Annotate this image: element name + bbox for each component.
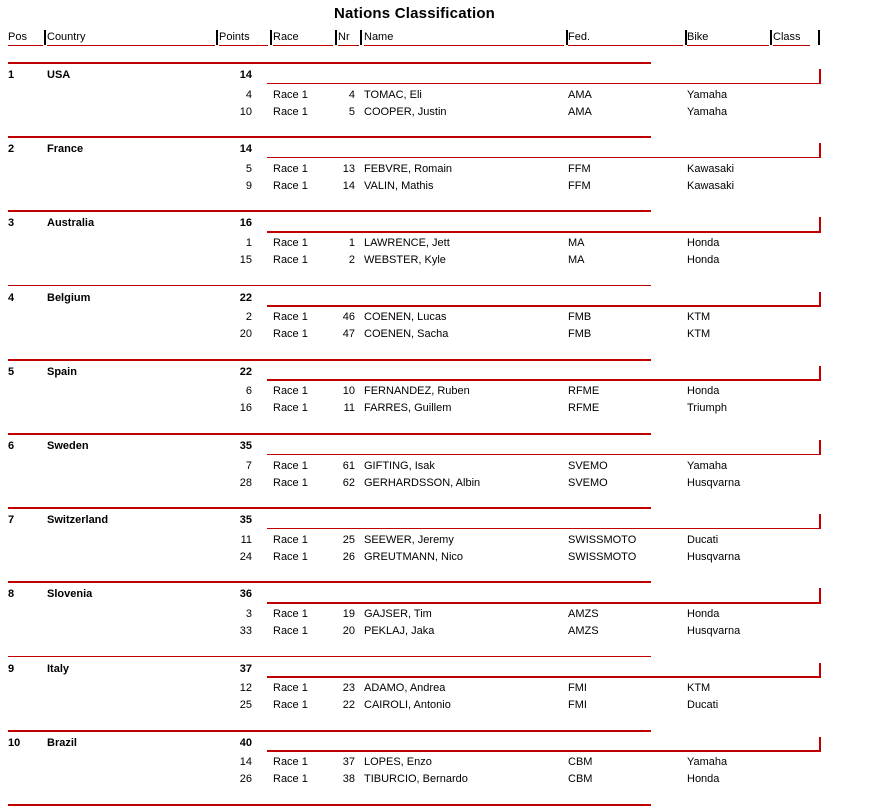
- nation-group: [8, 656, 821, 730]
- header-underline: [338, 45, 359, 47]
- rider-result: 7: [245, 459, 252, 472]
- rider-result: 4: [245, 88, 252, 101]
- nation-points: 37: [239, 662, 252, 675]
- group-header-underline-tick: [819, 663, 821, 678]
- rider-result: 26: [239, 773, 252, 786]
- rider-name: FARRES, Guillem: [364, 402, 452, 415]
- rider-number: 5: [348, 105, 355, 118]
- group-header-underline-tick: [819, 588, 821, 603]
- rider-result: 16: [239, 402, 252, 415]
- group-header-underline: [267, 157, 821, 159]
- rider-result: 12: [239, 682, 252, 695]
- nation-group: [8, 507, 821, 581]
- rider-name: COENEN, Lucas: [364, 311, 447, 324]
- race-label: Race 1: [273, 533, 308, 546]
- header-underline: [8, 45, 43, 47]
- bike-brand: Kawasaki: [687, 179, 735, 192]
- group-header-underline-tick: [819, 217, 821, 232]
- column-boundary-tick: [44, 30, 46, 45]
- rider-name: GAJSER, Tim: [364, 607, 432, 620]
- rider-row: [8, 328, 821, 341]
- federation: SVEMO: [568, 459, 608, 472]
- group-header-underline: [267, 83, 821, 85]
- rider-row: [8, 682, 821, 695]
- rider-result: 28: [239, 476, 252, 489]
- bike-brand: Honda: [687, 385, 720, 398]
- column-header-class: Class: [773, 31, 801, 43]
- nation-points: 14: [239, 69, 252, 81]
- bike-brand: Honda: [687, 236, 720, 249]
- group-separator-line: [8, 656, 651, 658]
- column-header-fed: Fed.: [568, 31, 591, 43]
- rider-name: PEKLAJ, Jaka: [364, 624, 435, 637]
- nation-name: Switzerland: [47, 514, 109, 527]
- rider-number: 61: [342, 459, 355, 472]
- rider-name: VALIN, Mathis: [364, 179, 434, 192]
- federation: FMI: [568, 699, 587, 712]
- group-header-underline: [267, 750, 821, 752]
- rider-number: 19: [342, 607, 355, 620]
- federation: SVEMO: [568, 476, 608, 489]
- rider-name: COENEN, Sacha: [364, 328, 449, 341]
- bike-brand: Honda: [687, 773, 720, 786]
- rider-row: [8, 756, 821, 769]
- bike-brand: Triumph: [687, 402, 727, 415]
- rider-name: LAWRENCE, Jett: [364, 236, 450, 249]
- nation-position: 3: [8, 217, 15, 230]
- group-separator-line: [8, 581, 651, 583]
- header-underline: [219, 45, 268, 47]
- bike-brand: KTM: [687, 328, 711, 341]
- column-boundary-tick: [566, 30, 568, 45]
- rider-result: 15: [239, 253, 252, 266]
- rider-result: 5: [245, 162, 252, 175]
- rider-result: 1: [245, 236, 252, 249]
- bike-brand: Yamaha: [687, 459, 728, 472]
- group-header-underline-tick: [819, 69, 821, 84]
- race-label: Race 1: [273, 773, 308, 786]
- bike-brand: Husqvarna: [687, 476, 741, 489]
- rider-number: 25: [342, 533, 355, 546]
- federation: AMA: [568, 105, 592, 118]
- bike-brand: KTM: [687, 682, 711, 695]
- rider-number: 14: [342, 179, 355, 192]
- rider-number: 62: [342, 476, 355, 489]
- federation: RFME: [568, 385, 600, 398]
- race-label: Race 1: [273, 699, 308, 712]
- race-label: Race 1: [273, 88, 308, 101]
- column-boundary-tick: [360, 30, 362, 45]
- group-separator-line: [8, 285, 651, 287]
- nation-group: [8, 730, 821, 804]
- rider-row: [8, 551, 821, 564]
- group-header-underline-tick: [819, 514, 821, 529]
- header-underline: [273, 45, 333, 47]
- nation-group: [8, 136, 821, 210]
- group-separator-line: [8, 507, 651, 509]
- federation: FFM: [568, 162, 591, 175]
- next-group-top-line: [8, 804, 651, 806]
- group-separator-line: [8, 136, 651, 138]
- rider-row: [8, 773, 821, 786]
- column-header-race: Race: [273, 31, 299, 43]
- nation-name: USA: [47, 69, 71, 81]
- rider-name: SEEWER, Jeremy: [364, 533, 454, 546]
- bike-brand: Husqvarna: [687, 550, 741, 563]
- rider-number: 20: [342, 624, 355, 637]
- rider-number: 37: [342, 756, 355, 769]
- group-header-underline-tick: [819, 440, 821, 455]
- rider-result: 11: [240, 533, 252, 546]
- nation-position: 4: [8, 291, 15, 304]
- group-header-underline: [267, 676, 821, 678]
- rider-row: [8, 311, 821, 324]
- race-label: Race 1: [273, 105, 308, 118]
- federation: FMI: [568, 682, 587, 695]
- nation-name: Brazil: [47, 736, 77, 749]
- rider-result: 6: [245, 385, 252, 398]
- race-label: Race 1: [273, 756, 308, 769]
- race-label: Race 1: [273, 253, 308, 266]
- column-header-points: Points: [219, 31, 250, 43]
- federation: MA: [568, 253, 585, 266]
- race-label: Race 1: [273, 682, 308, 695]
- rider-result: 25: [239, 699, 252, 712]
- rider-row: [8, 106, 821, 119]
- header-underline: [47, 45, 215, 47]
- federation: RFME: [568, 402, 600, 415]
- rider-name: GIFTING, Isak: [364, 459, 435, 472]
- rider-name: CAIROLI, Antonio: [364, 699, 451, 712]
- nation-group: [8, 62, 821, 136]
- rider-result: 24: [239, 550, 252, 563]
- bike-brand: Yamaha: [687, 105, 728, 118]
- federation: SWISSMOTO: [568, 550, 637, 563]
- rider-row: [8, 534, 821, 547]
- rider-number: 11: [343, 402, 355, 415]
- nation-name: Sweden: [47, 440, 89, 452]
- race-label: Race 1: [273, 550, 308, 563]
- rider-row: [8, 254, 821, 267]
- rider-row: [8, 402, 821, 415]
- race-label: Race 1: [273, 162, 308, 175]
- race-label: Race 1: [273, 476, 308, 489]
- nation-group: [8, 210, 821, 284]
- nation-group: [8, 285, 821, 359]
- race-label: Race 1: [273, 328, 308, 341]
- rider-name: WEBSTER, Kyle: [364, 253, 446, 266]
- header-underline: [568, 45, 683, 47]
- group-separator-line: [8, 210, 651, 212]
- race-label: Race 1: [273, 236, 308, 249]
- bike-brand: Honda: [687, 607, 720, 620]
- rider-number: 38: [342, 773, 355, 786]
- nation-points: 35: [239, 440, 252, 452]
- rider-number: 46: [342, 311, 355, 324]
- race-label: Race 1: [273, 607, 308, 620]
- federation: AMZS: [568, 607, 599, 620]
- rider-name: GERHARDSSON, Albin: [364, 476, 481, 489]
- rider-result: 9: [245, 179, 252, 192]
- rider-row: [8, 460, 821, 473]
- nation-points: 36: [239, 588, 252, 601]
- rider-name: FERNANDEZ, Ruben: [364, 385, 470, 398]
- group-header-underline-tick: [819, 292, 821, 307]
- federation: FFM: [568, 179, 591, 192]
- rider-row: [8, 699, 821, 712]
- nation-group: [8, 359, 821, 433]
- race-label: Race 1: [273, 459, 308, 472]
- rider-number: 23: [342, 682, 355, 695]
- rider-row: [8, 89, 821, 102]
- nation-position: 9: [8, 662, 15, 675]
- federation: SWISSMOTO: [568, 533, 637, 546]
- group-separator-line: [8, 359, 651, 361]
- rider-number: 10: [342, 385, 355, 398]
- nation-name: France: [47, 143, 84, 156]
- bike-brand: KTM: [687, 311, 711, 324]
- group-header-underline: [267, 454, 821, 456]
- rider-result: 14: [239, 756, 252, 769]
- rider-number: 13: [342, 162, 355, 175]
- rider-result: 2: [245, 311, 252, 324]
- nation-position: 2: [8, 143, 15, 156]
- nation-position: 5: [8, 365, 15, 378]
- column-header-country: Country: [47, 31, 86, 43]
- nation-position: 8: [8, 588, 15, 601]
- nation-name: Spain: [47, 365, 77, 378]
- federation: FMB: [568, 311, 592, 324]
- rider-row: [8, 163, 821, 176]
- bike-brand: Honda: [687, 253, 720, 266]
- rider-number: 4: [348, 88, 355, 101]
- header-underline: [364, 45, 564, 47]
- group-header-underline: [267, 231, 821, 233]
- rider-row: [8, 608, 821, 621]
- nation-points: 35: [239, 514, 252, 527]
- nation-name: Australia: [47, 217, 95, 230]
- federation: CBM: [568, 773, 593, 786]
- federation: FMB: [568, 328, 592, 341]
- federation: AMA: [568, 88, 592, 101]
- rider-number: 26: [342, 550, 355, 563]
- column-header-name: Name: [364, 31, 394, 43]
- nation-name: Slovenia: [47, 588, 93, 601]
- federation: CBM: [568, 756, 593, 769]
- bike-brand: Ducati: [687, 699, 719, 712]
- column-header-nr: Nr: [338, 31, 350, 43]
- column-boundary-tick: [270, 30, 272, 45]
- rider-name: LOPES, Enzo: [364, 756, 432, 769]
- rider-number: 47: [342, 328, 355, 341]
- nations-classification-report: [8, 0, 821, 810]
- group-separator-line: [8, 730, 651, 732]
- nation-position: 1: [8, 69, 15, 81]
- nation-group: [8, 581, 821, 655]
- nation-points: 16: [239, 217, 252, 230]
- bike-brand: Yamaha: [687, 88, 728, 101]
- nation-points: 14: [239, 143, 252, 156]
- column-boundary-tick: [216, 30, 218, 45]
- rider-name: ADAMO, Andrea: [364, 682, 446, 695]
- bike-brand: Kawasaki: [687, 162, 735, 175]
- column-boundary-tick: [770, 30, 772, 45]
- rider-name: FEBVRE, Romain: [364, 162, 453, 175]
- bike-brand: Husqvarna: [687, 624, 741, 637]
- rider-number: 22: [342, 699, 355, 712]
- group-separator-line: [8, 62, 651, 64]
- column-boundary-tick: [685, 30, 687, 45]
- group-header-underline-tick: [819, 366, 821, 381]
- header-underline: [687, 45, 769, 47]
- nation-position: 10: [8, 736, 21, 749]
- rider-result: 33: [239, 624, 252, 637]
- race-label: Race 1: [273, 624, 308, 637]
- column-boundary-tick: [818, 30, 820, 45]
- nation-points: 40: [239, 736, 252, 749]
- rider-row: [8, 625, 821, 638]
- rider-result: 20: [239, 328, 252, 341]
- nation-name: Belgium: [47, 291, 91, 304]
- bike-brand: Yamaha: [687, 756, 728, 769]
- header-underline: [773, 45, 810, 47]
- nation-points: 22: [239, 291, 252, 304]
- rider-name: GREUTMANN, Nico: [364, 550, 464, 563]
- race-label: Race 1: [273, 311, 308, 324]
- rider-name: COOPER, Justin: [364, 105, 447, 118]
- group-header-underline: [267, 379, 821, 381]
- nation-group: [8, 433, 821, 507]
- column-header-pos: Pos: [8, 31, 27, 43]
- race-label: Race 1: [273, 402, 308, 415]
- rider-name: TOMAC, Eli: [364, 88, 422, 101]
- rider-result: 10: [239, 105, 252, 118]
- group-header-underline-tick: [819, 737, 821, 752]
- group-header-underline-tick: [819, 143, 821, 158]
- group-header-underline: [267, 528, 821, 530]
- rider-result: 3: [245, 607, 252, 620]
- nation-position: 6: [8, 440, 15, 452]
- column-header-bike: Bike: [687, 31, 709, 43]
- race-label: Race 1: [273, 179, 308, 192]
- federation: AMZS: [568, 624, 599, 637]
- group-separator-line: [8, 433, 651, 435]
- rider-row: [8, 477, 821, 490]
- column-boundary-tick: [335, 30, 337, 45]
- nation-name: Italy: [47, 662, 70, 675]
- page-title: Nations Classification: [333, 5, 496, 22]
- bike-brand: Ducati: [687, 533, 719, 546]
- rider-number: 1: [348, 236, 355, 249]
- nation-position: 7: [8, 514, 15, 527]
- group-header-underline: [267, 602, 821, 604]
- federation: MA: [568, 236, 585, 249]
- rider-row: [8, 180, 821, 193]
- group-header-underline: [267, 305, 821, 307]
- race-label: Race 1: [273, 385, 308, 398]
- rider-row: [8, 237, 821, 250]
- rider-name: TIBURCIO, Bernardo: [364, 773, 468, 786]
- rider-row: [8, 385, 821, 398]
- nation-points: 22: [239, 365, 252, 378]
- rider-number: 2: [348, 253, 355, 266]
